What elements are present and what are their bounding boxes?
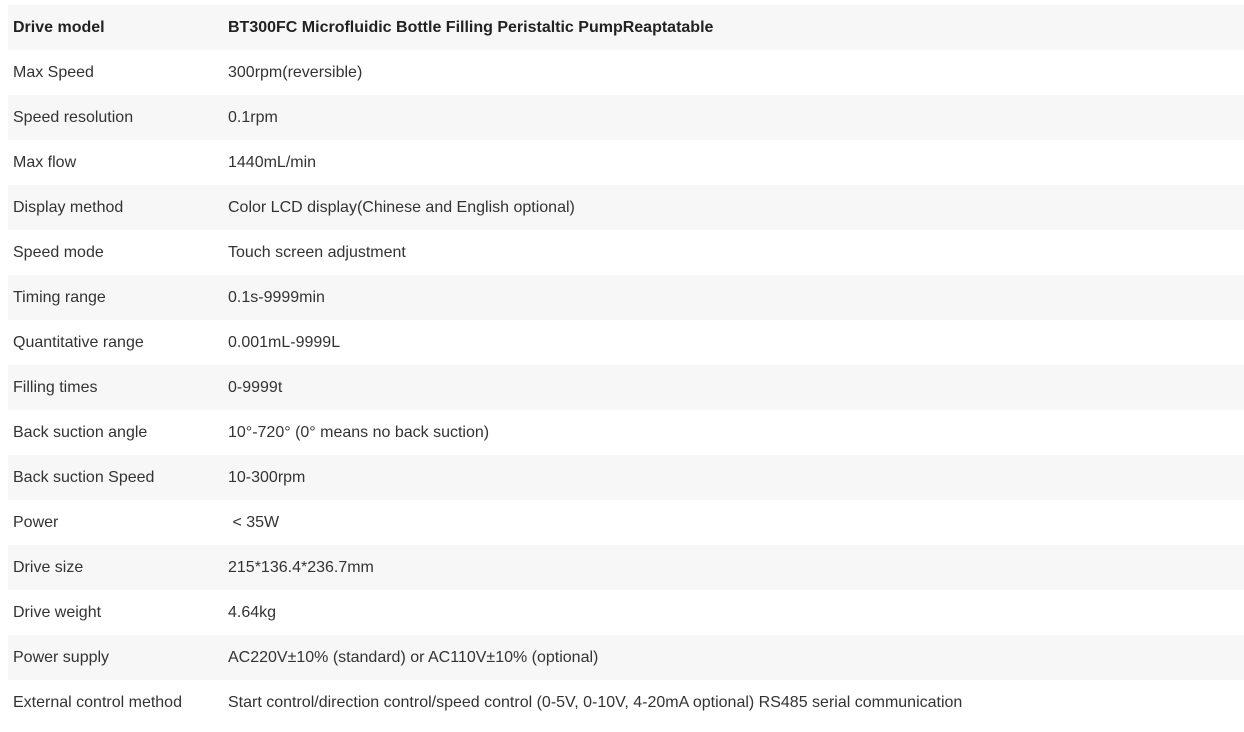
spec-row-display-method xyxy=(8,185,1244,230)
spec-row-filling-times xyxy=(8,365,1244,410)
spec-value: < 35W xyxy=(225,500,1244,545)
spec-row-drive-weight xyxy=(8,590,1244,635)
spec-value: BT300FC Microfluidic Bottle Filling Peristaltic PumpReaptatable xyxy=(225,5,1244,50)
spec-label: Back suction angle xyxy=(8,410,225,455)
spec-value: Touch screen adjustment xyxy=(225,230,1244,275)
spec-value: 1440mL/min xyxy=(225,140,1244,185)
spec-value: 10°-720° (0° means no back suction) xyxy=(225,410,1244,455)
spec-row-timing-range xyxy=(8,275,1244,320)
spec-row-external-control-method xyxy=(8,680,1244,725)
spec-value: 0.1s-9999min xyxy=(225,275,1244,320)
spec-row-speed-mode xyxy=(8,230,1244,275)
spec-label: Max flow xyxy=(8,140,225,185)
spec-row-speed-resolution xyxy=(8,95,1244,140)
spec-label: Max Speed xyxy=(8,50,225,95)
spec-row-power-supply xyxy=(8,635,1244,680)
spec-label: Filling times xyxy=(8,365,225,410)
spec-value: 4.64kg xyxy=(225,590,1244,635)
spec-label: Drive model xyxy=(8,5,225,50)
spec-row-drive-model xyxy=(8,5,1244,50)
spec-value: 0.1rpm xyxy=(225,95,1244,140)
spec-row-quantitative-range xyxy=(8,320,1244,365)
spec-label: External control method xyxy=(8,680,225,725)
spec-label: Display method xyxy=(8,185,225,230)
spec-value: 300rpm(reversible) xyxy=(225,50,1244,95)
spec-row-back-suction-speed xyxy=(8,455,1244,500)
spec-label: Power supply xyxy=(8,635,225,680)
spec-value: 10-300rpm xyxy=(225,455,1244,500)
spec-value: 215*136.4*236.7mm xyxy=(225,545,1244,590)
spec-table xyxy=(8,5,1244,725)
spec-label: Speed resolution xyxy=(8,95,225,140)
spec-row-back-suction-angle xyxy=(8,410,1244,455)
spec-value: 0-9999t xyxy=(225,365,1244,410)
spec-label: Quantitative range xyxy=(8,320,225,365)
spec-row-drive-size xyxy=(8,545,1244,590)
spec-label: Drive size xyxy=(8,545,225,590)
spec-value: Start control/direction control/speed control (0-5V, 0-10V, 4-20mA optional) RS485 serial communication xyxy=(225,680,1244,725)
spec-value: 0.001mL-9999L xyxy=(225,320,1244,365)
spec-label: Speed mode xyxy=(8,230,225,275)
spec-row-power xyxy=(8,500,1244,545)
spec-row-max-speed xyxy=(8,50,1244,95)
spec-row-max-flow xyxy=(8,140,1244,185)
spec-value: Color LCD display(Chinese and English optional) xyxy=(225,185,1244,230)
spec-value: AC220V±10% (standard) or AC110V±10% (optional) xyxy=(225,635,1244,680)
spec-label: Back suction Speed xyxy=(8,455,225,500)
spec-label: Drive weight xyxy=(8,590,225,635)
spec-label: Power xyxy=(8,500,225,545)
spec-label: Timing range xyxy=(8,275,225,320)
